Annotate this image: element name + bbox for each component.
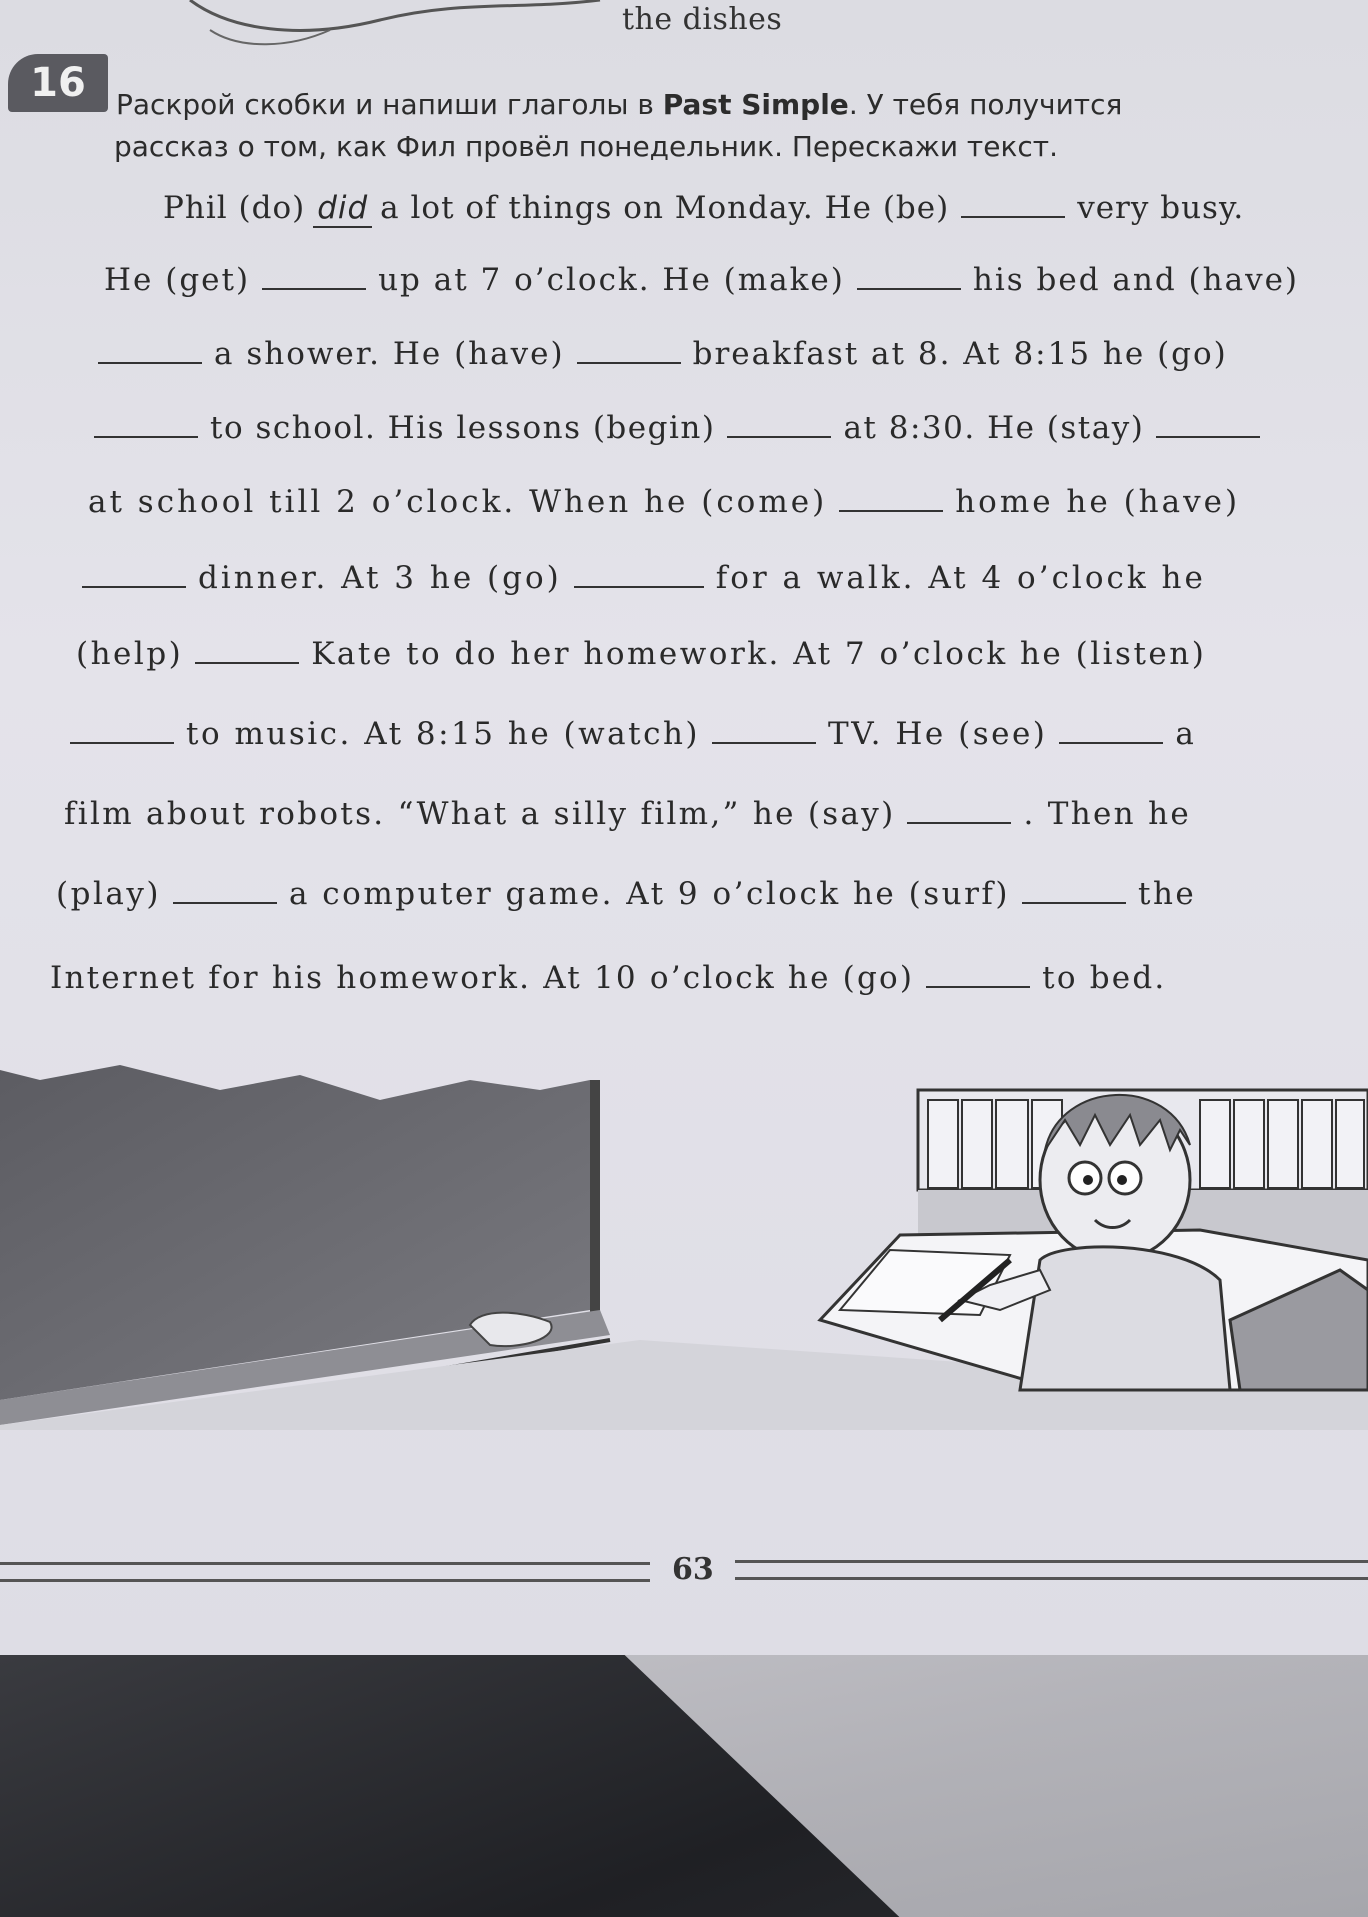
text-line-8: to music. At 8:15 he (watch) TV. He (see) a [70,716,1196,752]
previous-exercise-word: the dishes [622,2,783,37]
answer-blank[interactable] [1022,898,1126,904]
answer-blank[interactable] [727,432,831,438]
answer-blank[interactable] [926,982,1030,988]
answer-blank[interactable] [195,658,299,664]
answer-blank[interactable] [262,284,366,290]
text-line-2: He (get) up at 7 o’clock. He (make) his bed and (have) [104,262,1300,298]
answer-blank[interactable] [70,738,174,744]
exercise-number-badge: 16 [8,54,108,112]
text-line-4: to school. His lessons (begin) at 8:30. He (stay) [94,410,1272,446]
answer-blank[interactable] [98,358,202,364]
answer-filled-did[interactable]: did [313,190,372,228]
answer-blank[interactable] [1156,432,1260,438]
text-line-6: dinner. At 3 he (go) for a walk. At 4 o’clock he [82,560,1206,596]
answer-blank[interactable] [961,212,1065,218]
page-number: 63 [672,1552,714,1587]
illustration-phil-at-desk [0,1060,1368,1430]
answer-blank[interactable] [82,582,186,588]
answer-blank[interactable] [577,358,681,364]
answer-blank[interactable] [94,432,198,438]
answer-blank[interactable] [173,898,277,904]
text-line-10: (play) a computer game. At 9 o’clock he (surf) the [56,876,1197,912]
answer-blank[interactable] [839,506,943,512]
text-line-1: Phil (do) did a lot of things on Monday. He (be) very busy. [163,190,1245,226]
answer-blank[interactable] [712,738,816,744]
answer-blank[interactable] [857,284,961,290]
footer-rule-right [735,1560,1368,1580]
text-line-7: (help) Kate to do her homework. At 7 o’clock he (listen) [76,636,1207,672]
answer-blank[interactable] [1059,738,1163,744]
text-line-5: at school till 2 o’clock. When he (come) home he (have) [88,484,1241,520]
instruction-line-2: рассказ о том, как Фил провёл понедельник. Перескажи текст. [114,130,1058,163]
text-line-11: Internet for his homework. At 10 o’clock he (go) to bed. [50,960,1167,996]
instruction-line-1: Раскрой скобки и напиши глаголы в Past Simple. У тебя получится [116,88,1123,121]
text-line-9: film about robots. “What a silly film,” he (say) . Then he [64,796,1192,832]
footer-rule-left [0,1562,650,1582]
text-line-3: a shower. He (have) breakfast at 8. At 8:15 he (go) [98,336,1228,372]
top-illustration-fragment [0,0,640,60]
answer-blank[interactable] [907,818,1011,824]
answer-blank[interactable] [574,582,704,588]
